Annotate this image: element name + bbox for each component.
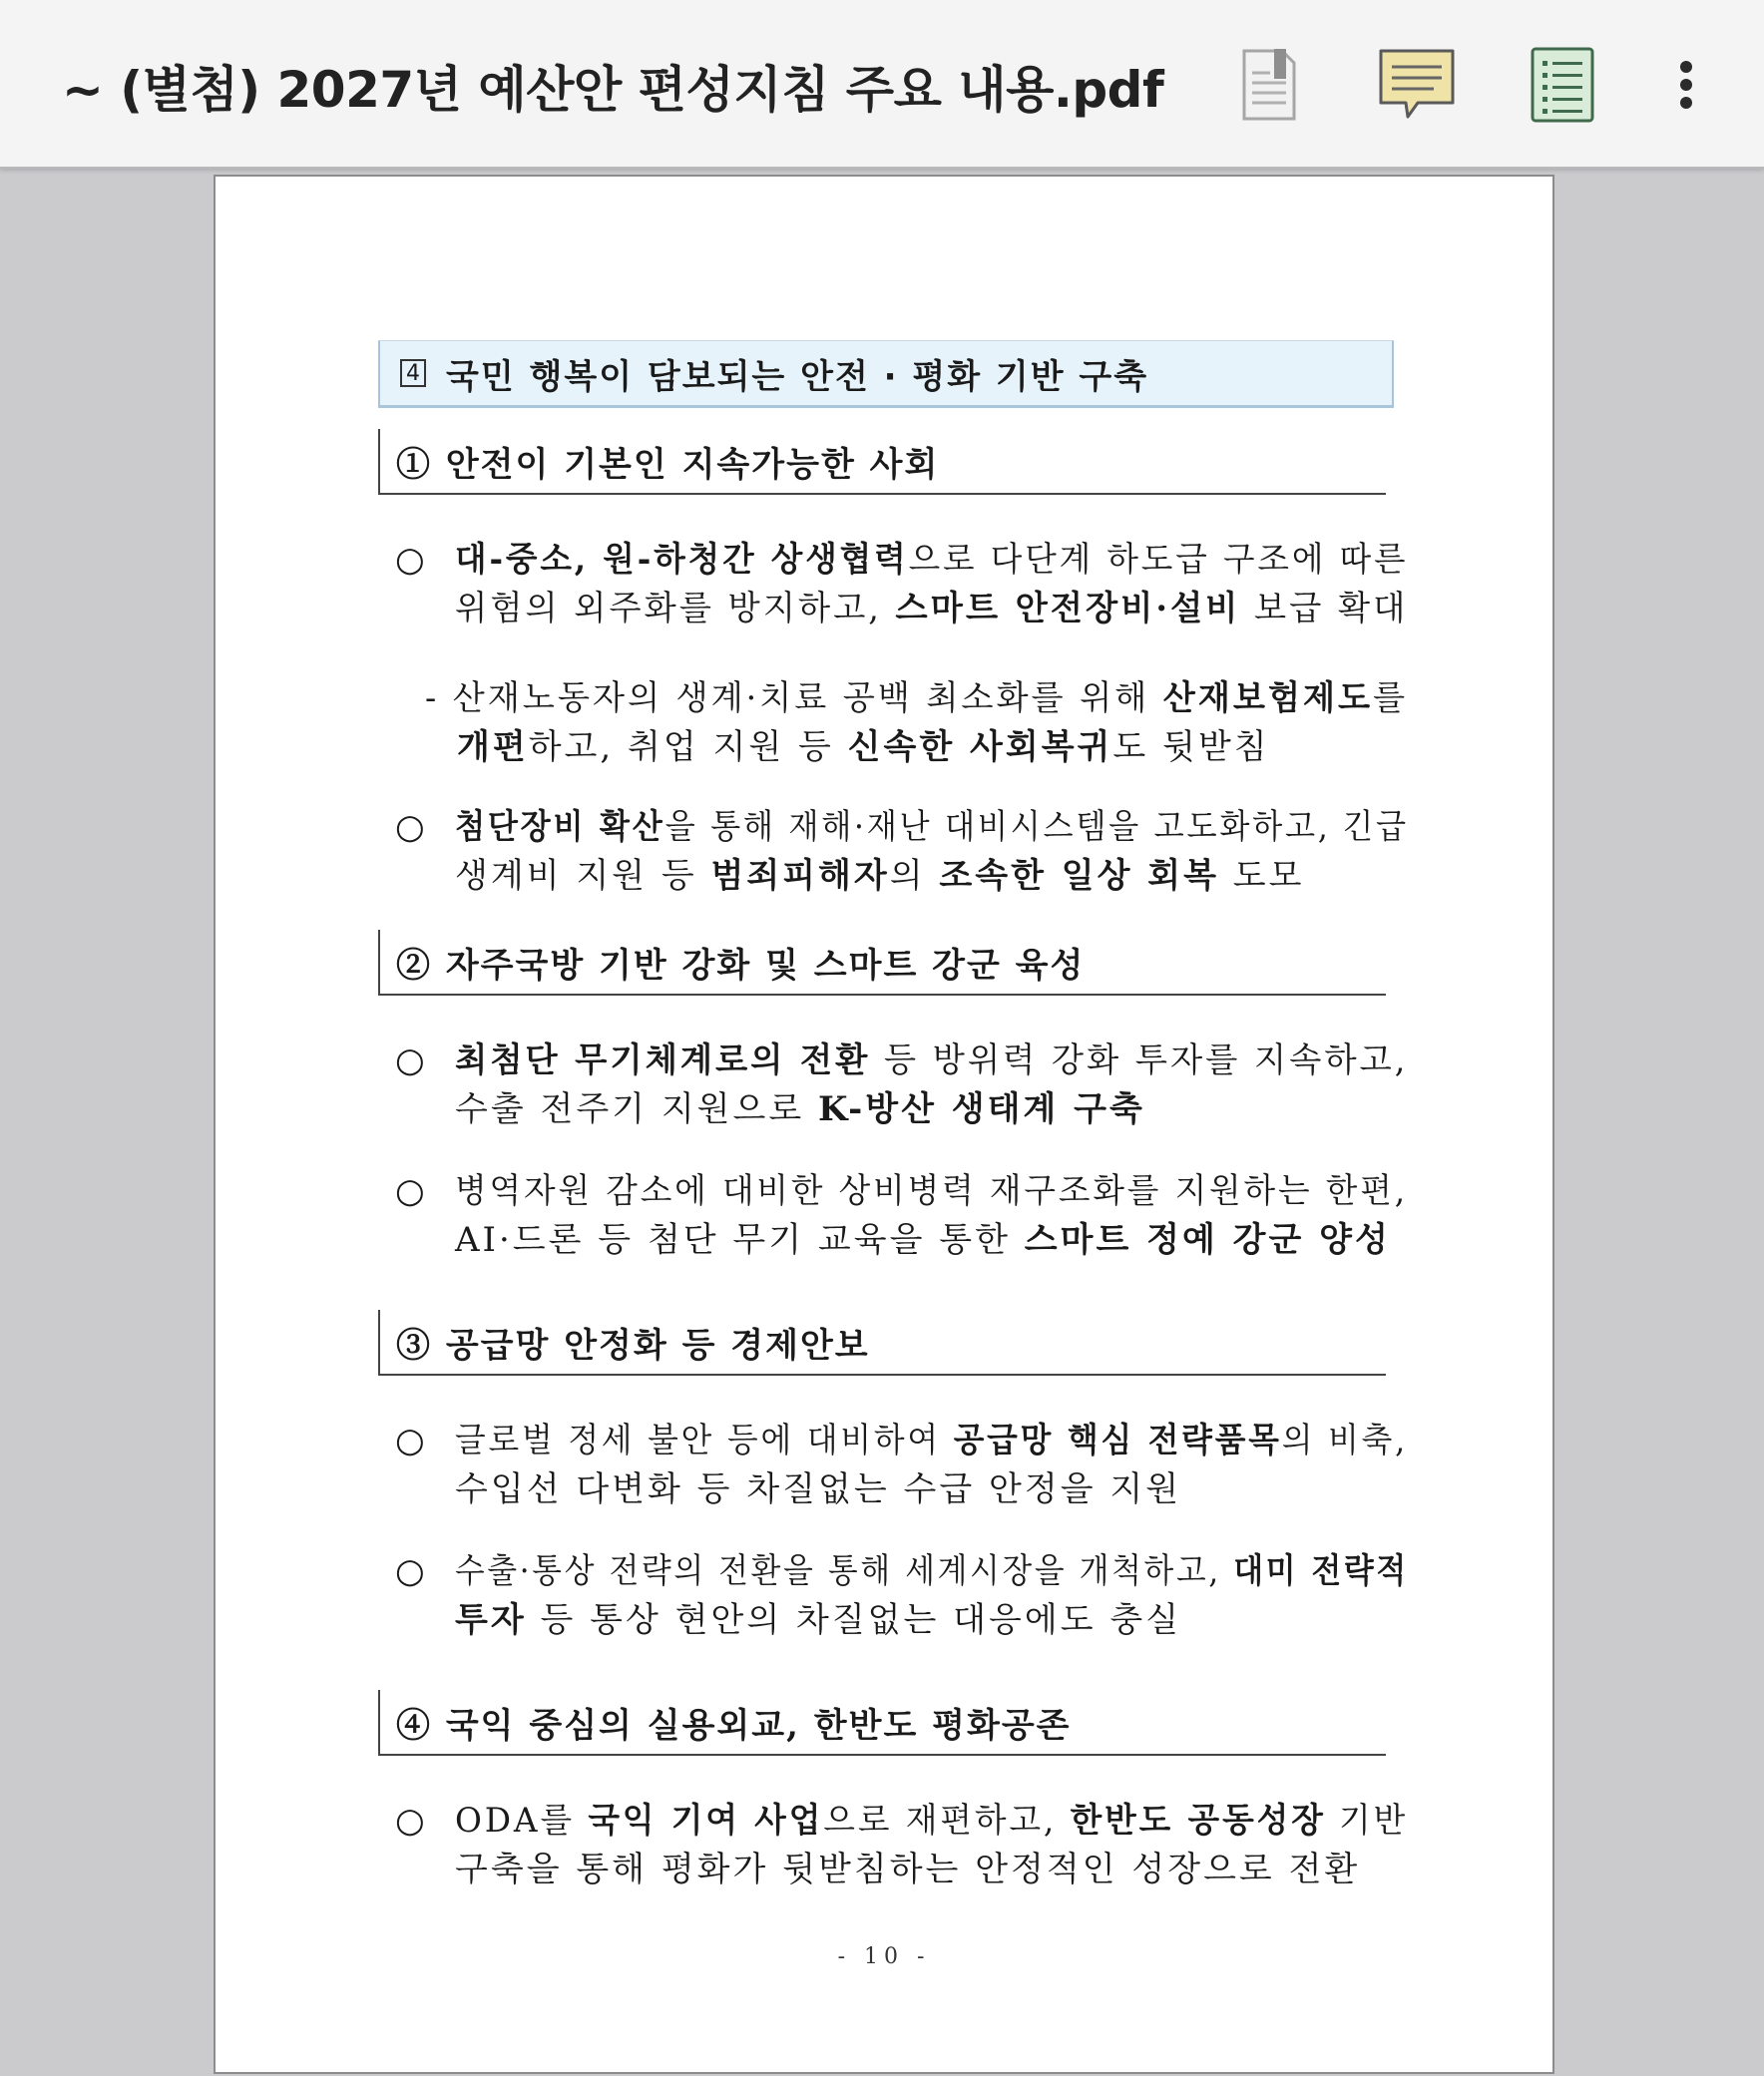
subsection-heading xyxy=(378,1310,1386,1376)
bold-text: 산재보험제도 xyxy=(1162,678,1374,718)
page-number: - 10 - xyxy=(837,1944,931,1969)
bullet-marker: ○ xyxy=(395,1171,428,1211)
text: 으로 재편하고, xyxy=(823,1801,1071,1841)
text-line xyxy=(455,1465,1181,1514)
document-title: ~ (별첨) 2027년 예산안 편성지침 주요 내용.pdf xyxy=(62,61,1164,119)
text: 으로 다단계 하도급 구조에 따른 xyxy=(908,540,1409,580)
bold-text: 스마트 정예 강군 양성 xyxy=(1024,1220,1391,1260)
text-line xyxy=(455,585,1408,633)
text: 구축을 통해 평화가 뒷받침하는 안정적인 성장으로 전환 xyxy=(455,1850,1361,1889)
bold-text: 조속한 일상 회복 xyxy=(939,856,1219,896)
text-line xyxy=(455,1037,1408,1085)
text-line xyxy=(455,803,1409,852)
text-line xyxy=(455,1085,1145,1134)
subsection-heading xyxy=(378,930,1386,996)
bullet-marker: ○ xyxy=(395,1801,428,1841)
bold-text: 공급망 핵심 전략품목 xyxy=(953,1421,1282,1460)
text-line xyxy=(457,723,1270,772)
outline-button[interactable] xyxy=(1523,45,1602,125)
text-line xyxy=(455,536,1408,585)
bullet-marker: ○ xyxy=(395,1040,428,1080)
bold-text: 투자 xyxy=(455,1600,527,1640)
text-line xyxy=(455,1797,1408,1846)
bold-text: 범죄피해자 xyxy=(710,856,890,896)
text: 의 xyxy=(889,856,940,896)
bullet-marker: ○ xyxy=(395,1551,428,1591)
bold-text: 대-중소, 원-하청간 상생협력 xyxy=(455,540,909,580)
subsection-heading xyxy=(378,1690,1386,1756)
bullet-marker: ○ xyxy=(395,807,428,847)
text: 수입선 다변화 등 차질없는 수급 안정을 지원 xyxy=(455,1469,1182,1509)
document-icon xyxy=(1238,47,1300,123)
text-line xyxy=(455,1547,1409,1596)
text-line xyxy=(455,1596,1181,1645)
section-number: 4 xyxy=(400,359,426,387)
text: 기반 xyxy=(1325,1801,1409,1841)
subsection-heading xyxy=(378,429,1386,495)
text: 보급 확대 xyxy=(1240,589,1409,628)
bold-text: 개편 xyxy=(457,727,529,767)
document-button[interactable] xyxy=(1229,45,1309,125)
text: 를 xyxy=(1373,678,1409,718)
text: 생계비 지원 등 xyxy=(455,856,711,896)
subsection-title: ① 안전이 기본인 지속가능한 사회 xyxy=(396,445,940,485)
text: 수출·통상 전략의 전환을 통해 세계시장을 개척하고, xyxy=(455,1551,1234,1591)
text-line xyxy=(455,1846,1360,1894)
section-heading xyxy=(378,340,1394,408)
toolbar xyxy=(0,0,1764,169)
text: 도 뒷받침 xyxy=(1112,727,1270,767)
text: 의 비축, xyxy=(1281,1421,1408,1460)
pdf-page xyxy=(214,175,1554,2074)
text: 도모 xyxy=(1218,856,1305,896)
text-line xyxy=(455,1417,1408,1465)
text: 위험의 외주화를 방지하고, xyxy=(455,589,896,628)
subsection-title: ② 자주국방 기반 강화 및 스마트 강군 육성 xyxy=(396,946,1086,986)
text-line xyxy=(455,1216,1391,1265)
bold-text: 첨단장비 확산 xyxy=(455,807,665,847)
subsection-title: ④ 국익 중심의 실용외교, 한반도 평화공존 xyxy=(396,1706,1072,1746)
text-line xyxy=(455,1167,1408,1216)
text: 등 방위력 강화 투자를 지속하고, xyxy=(870,1040,1409,1080)
subsection-title: ③ 공급망 안정화 등 경제안보 xyxy=(396,1326,870,1366)
more-vert-icon xyxy=(1676,60,1696,110)
text: ODA를 xyxy=(455,1801,589,1841)
comment-icon xyxy=(1378,47,1456,123)
text-line xyxy=(425,674,1408,723)
text: 병역자원 감소에 대비한 상비병력 재구조화를 지원하는 한편, xyxy=(455,1171,1409,1211)
text: 을 통해 재해·재난 대비시스템을 고도화하고, 긴급 xyxy=(664,807,1409,847)
text: 수출 전주기 지원으로 xyxy=(455,1089,819,1129)
text: AI·드론 등 첨단 무기 교육을 통한 xyxy=(455,1220,1025,1260)
bold-text: 신속한 사회복귀 xyxy=(847,727,1113,767)
bold-text: 한반도 공동성장 xyxy=(1070,1801,1326,1841)
bold-text: 최첨단 무기체계로의 전환 xyxy=(455,1040,871,1080)
text: 하고, 취업 지원 등 xyxy=(528,727,848,767)
more-options-button[interactable] xyxy=(1646,45,1726,125)
text: 등 통상 현안의 차질없는 대응에도 충실 xyxy=(526,1600,1182,1640)
bullet-marker: ○ xyxy=(395,1421,428,1460)
bullet-marker: ○ xyxy=(395,540,428,580)
text-line xyxy=(455,852,1304,901)
bold-text: 스마트 안전장비·설비 xyxy=(895,589,1241,628)
text: 글로벌 정세 불안 등에 대비하여 xyxy=(455,1421,954,1460)
bold-text: K-방산 생태계 구축 xyxy=(818,1089,1145,1129)
section-title: 국민 행복이 담보되는 안전 · 평화 기반 구축 xyxy=(446,356,1149,397)
text: - 산재노동자의 생계·치료 공백 최소화를 위해 xyxy=(425,678,1163,718)
outline-list-icon xyxy=(1531,47,1594,123)
bold-text: 국익 기여 사업 xyxy=(588,1801,824,1841)
bold-text: 대미 전략적 xyxy=(1233,1551,1409,1591)
comments-button[interactable] xyxy=(1377,45,1457,125)
